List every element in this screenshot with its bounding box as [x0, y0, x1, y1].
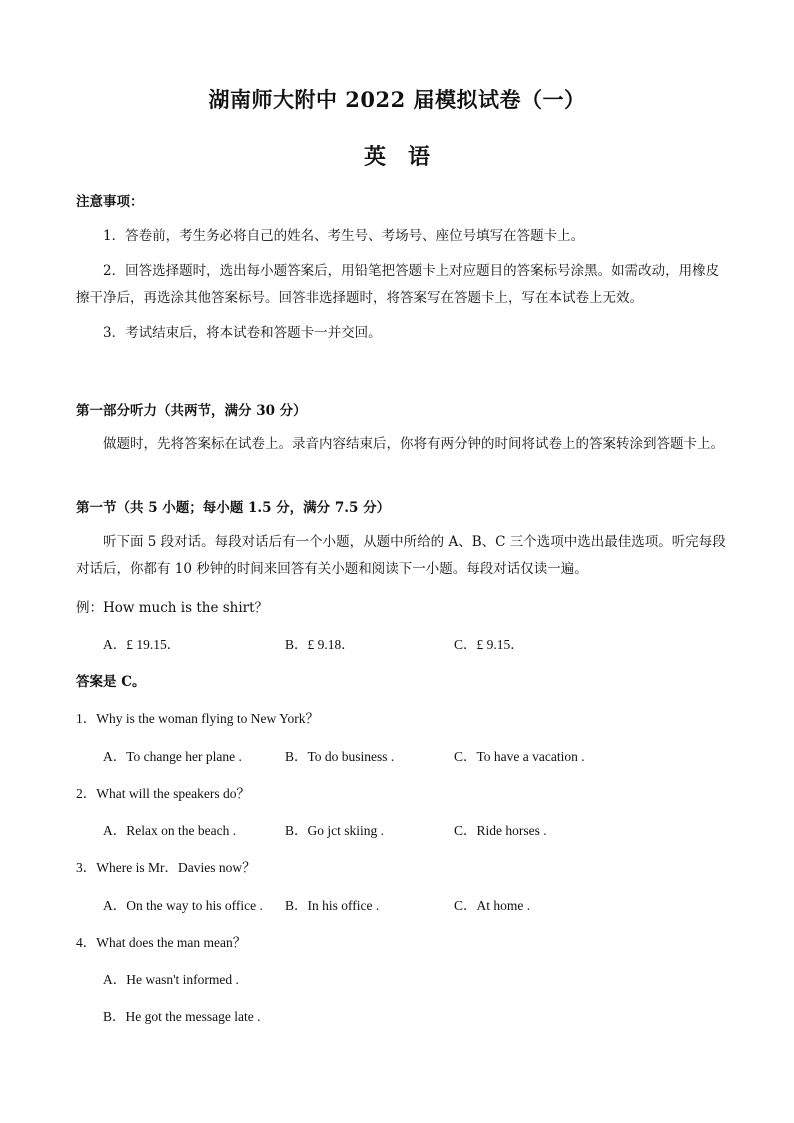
page-title: 湖南师大附中 2022 届模拟试卷（一） — [208, 87, 586, 112]
question-1: 1．Why is the woman flying to New York？ — [76, 711, 319, 726]
notice-item-2: 2．回答选择题时，选出每小题答案后，用铅笔把答题卡上对应题目的答案标号涂黑。如需改动，用橡皮擦干净后，再选涂其他答案标号。回答非选择题时，将答案写在答题卡上，写在本试卷上无效。 — [76, 263, 720, 306]
question-4: 4．What does the man mean？ — [76, 935, 247, 950]
q1-option-a: A．To change her plane . — [103, 749, 242, 764]
example-answer: 答案是 C。 — [76, 674, 146, 690]
q2-option-a: A．Relax on the beach . — [103, 823, 237, 838]
question-2: 2．What will the speakers do？ — [76, 786, 250, 801]
q3-option-a: A．On the way to his office . — [103, 898, 263, 913]
notice-item-3: 3．考试结束后，将本试卷和答题卡一并交回。 — [103, 325, 382, 341]
part1-intro: 做题时，先将答案标在试卷上。录音内容结束后，你将有两分钟的时间将试卷上的答案转涂到答题卡上。 — [103, 436, 724, 452]
subject-char-2: 语 — [408, 144, 431, 170]
notice-heading: 注意事项： — [76, 194, 144, 210]
q2-option-b: B．Go jct skiing . — [285, 823, 385, 838]
example-question: 例：How much is the shirt？ — [76, 600, 269, 616]
example-option-a: A．£ 19.15． — [103, 637, 181, 652]
example-option-b: B．£ 9.18． — [285, 637, 355, 652]
q4-option-b: B．He got the message late . — [103, 1009, 261, 1024]
example-option-c: C．£ 9.15． — [454, 637, 524, 652]
q1-option-b: B．To do business . — [285, 749, 395, 764]
q2-option-c: C．Ride horses . — [454, 823, 547, 838]
q4-option-a: A．He wasn't informed . — [103, 972, 239, 987]
q3-option-b: B．In his office . — [285, 898, 380, 913]
subject-title — [0, 140, 794, 171]
section1-heading: 第一节（共 5 小题；每小题 1.5 分，满分 7.5 分） — [76, 500, 391, 516]
q1-option-c: C．To have a vacation . — [454, 749, 585, 764]
part1-heading: 第一部分听力（共两节，满分 30 分） — [76, 403, 307, 419]
subject-char-1: 英 — [363, 144, 386, 170]
notice-item-1: 1．答卷前，考生务必将自己的姓名、考生号、考场号、座位号填写在答题卡上。 — [103, 228, 585, 244]
question-3: 3．Where is Mr．Davies now？ — [76, 860, 256, 875]
q3-option-c: C．At home . — [454, 898, 531, 913]
section1-intro: 听下面 5 段对话。每段对话后有一个小题，从题中所给的 A、B、C 三个选项中选出最佳选项。听完每段对话后，你都有 10 秒钟的时间来回答有关小题和阅读下一小题。每段对话仅读一遍。 — [76, 534, 726, 577]
